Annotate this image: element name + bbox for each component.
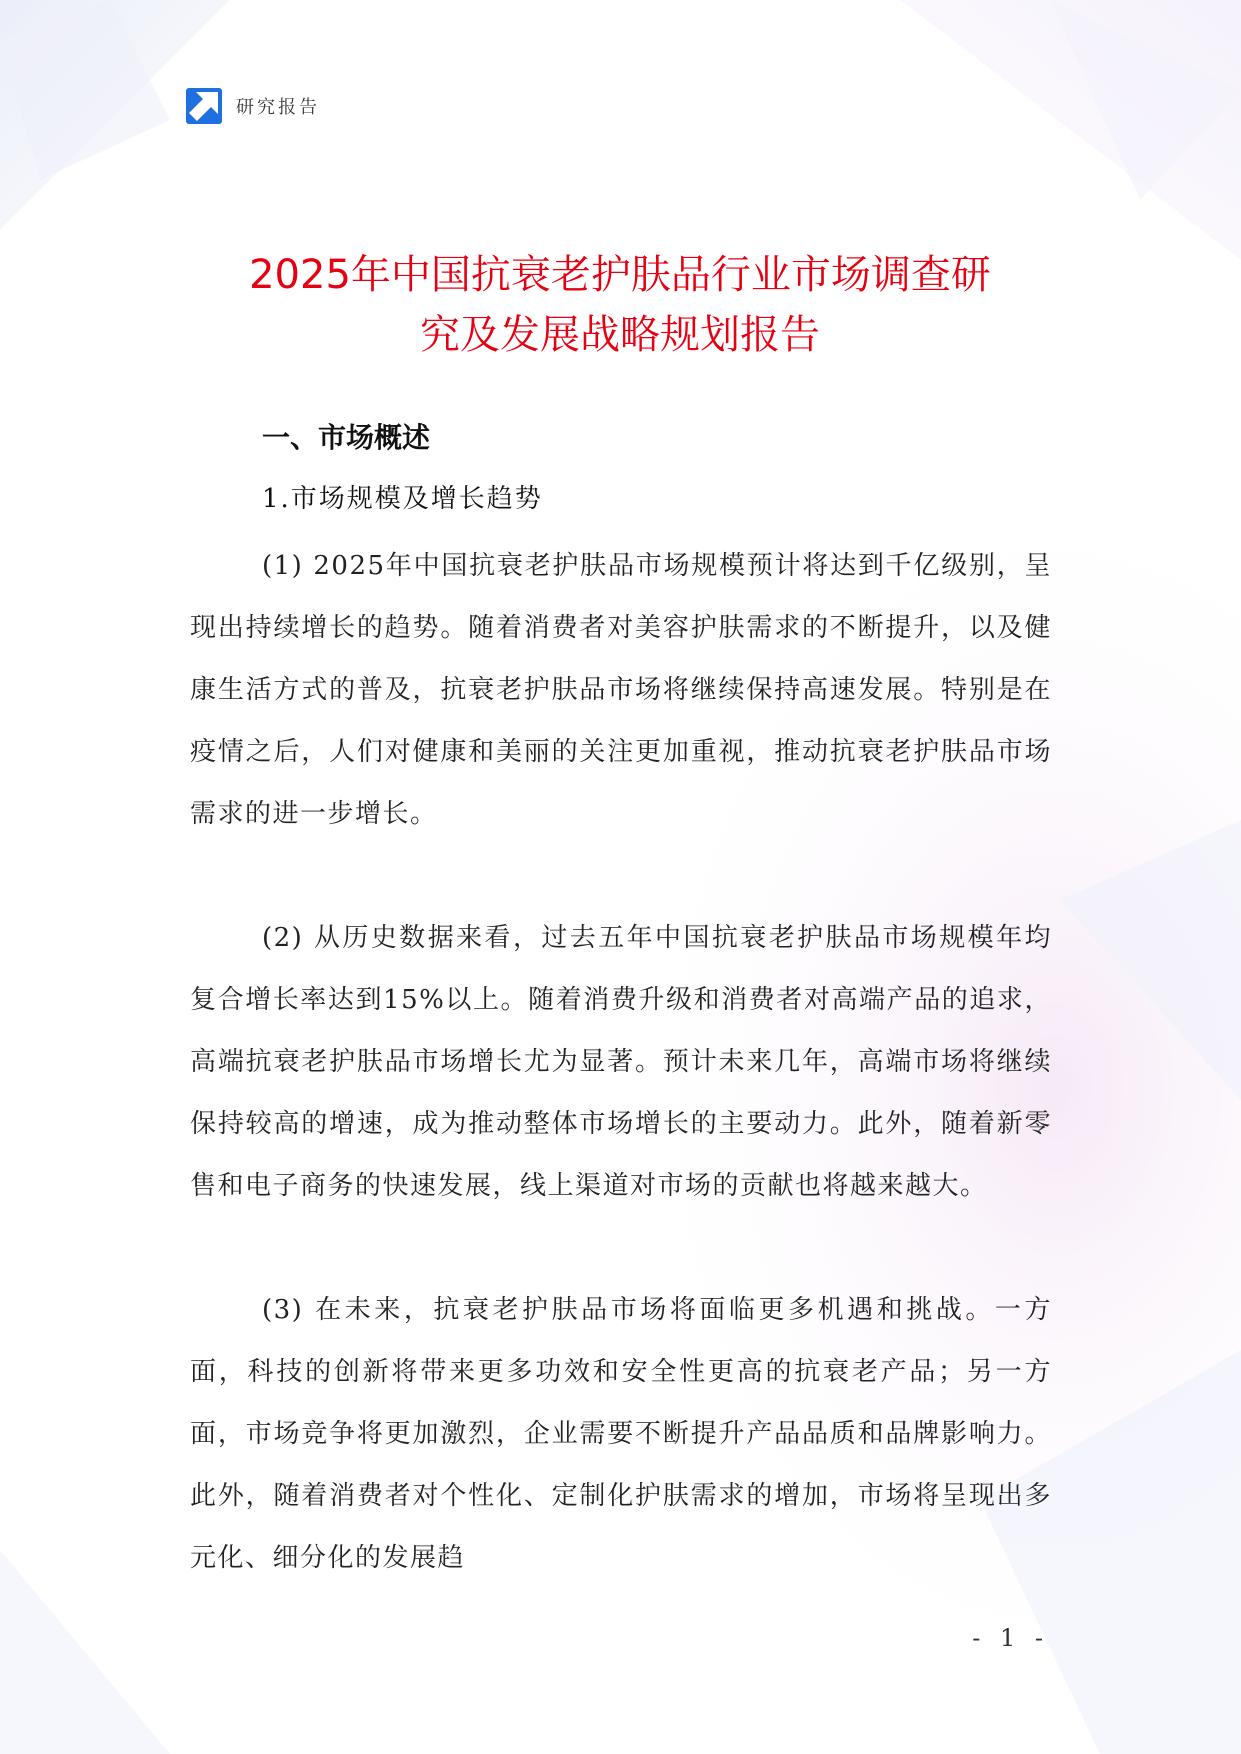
paragraph-1: (1) 2025年中国抗衰老护肤品市场规模预计将达到千亿级别，呈现出持续增长的趋势。随着消费者对美容护肤需求的不断提升，以及健康生活方式的普及，抗衰老护肤品市场将继续保持高速发展。特别是在疫情之后，人们对健康和美丽的关注更加重视，推动抗衰老护肤品市场需求的进一步增长。 <box>190 551 1052 829</box>
section-heading: 一、市场概述 <box>262 421 431 454</box>
paragraph-3: (3) 在未来，抗衰老护肤品市场将面临更多机遇和挑战。一方面，科技的创新将带来更多功效和安全性更高的抗衰老产品；另一方面，市场竞争将更加激烈，企业需要不断提升产品品质和品牌影响力。此外，随着消费者对个性化、定制化护肤需求的增加，市场将呈现出多元化、细分化的发展趋 <box>190 1295 1052 1573</box>
title-line-2: 究及发展战略规划报告 <box>420 311 820 358</box>
header-label: 研究报告 <box>236 97 320 118</box>
sub-heading: 1.市场规模及增长趋势 <box>262 484 543 514</box>
page-number: - 1 - <box>972 1624 1049 1652</box>
report-title <box>160 245 1080 365</box>
paragraph-2: (2) 从历史数据来看，过去五年中国抗衰老护肤品市场规模年均复合增长率达到15%以上。随着消费升级和消费者对高端产品的追求，高端抗衰老护肤品市场增长尤为显著。预计未来几年，高端市场将继续保持较高的增速，成为推动整体市场增长的主要动力。此外，随着新零售和电子商务的快速发展，线上渠道对市场的贡献也将越来越大。 <box>190 923 1052 1201</box>
report-header <box>186 88 320 124</box>
arrow-up-right-icon <box>186 88 222 124</box>
title-line-1: 2025年中国抗衰老护肤品行业市场调查研 <box>249 251 991 298</box>
